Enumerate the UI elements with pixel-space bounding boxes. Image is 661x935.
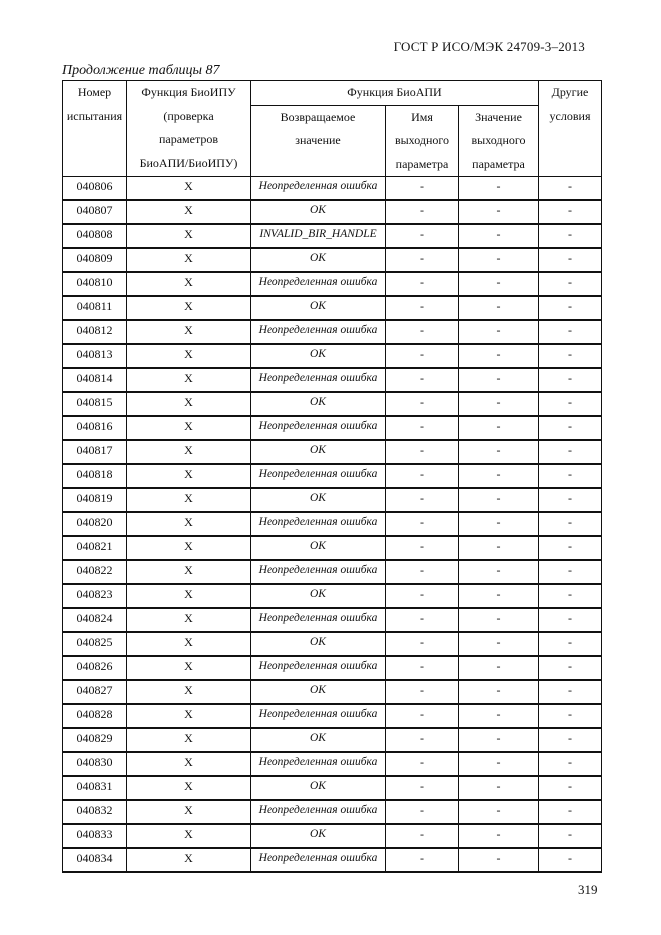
bsp-function-cell: X (127, 776, 251, 800)
output-name-cell: - (386, 776, 459, 800)
header-output-value (459, 105, 539, 177)
output-name-cell: - (386, 248, 459, 272)
return-value-cell: OK (251, 296, 386, 320)
other-conditions-cell: - (539, 200, 602, 224)
test-number-cell: 040817 (63, 440, 127, 464)
output-name-cell: - (386, 560, 459, 584)
output-name-cell: - (386, 608, 459, 632)
bsp-function-cell: X (127, 416, 251, 440)
output-value-cell: - (459, 224, 539, 248)
return-value-cell: OK (251, 248, 386, 272)
test-number-cell: 040830 (63, 752, 127, 776)
output-value-cell: - (459, 704, 539, 728)
output-value-cell: - (459, 392, 539, 416)
output-value-cell: - (459, 320, 539, 344)
bsp-function-cell: X (127, 464, 251, 488)
test-number-cell: 040809 (63, 248, 127, 272)
table-row (63, 752, 602, 776)
test-number-cell: 040831 (63, 776, 127, 800)
output-name-cell: - (386, 177, 459, 201)
output-name-cell: - (386, 368, 459, 392)
output-name-cell: - (386, 464, 459, 488)
return-value-cell: Неопределенная ошибка (251, 177, 386, 201)
other-conditions-cell: - (539, 248, 602, 272)
bsp-function-cell: X (127, 728, 251, 752)
return-value-cell: OK (251, 392, 386, 416)
test-number-cell: 040832 (63, 800, 127, 824)
table-row (63, 656, 602, 680)
bsp-function-cell: X (127, 344, 251, 368)
other-conditions-cell: - (539, 344, 602, 368)
header-output-value-line: параметра (472, 156, 525, 171)
table-row (63, 608, 602, 632)
output-value-cell: - (459, 584, 539, 608)
output-value-cell: - (459, 296, 539, 320)
output-value-cell: - (459, 656, 539, 680)
other-conditions-cell: - (539, 296, 602, 320)
other-conditions-cell: - (539, 608, 602, 632)
other-conditions-cell: - (539, 848, 602, 872)
table-row (63, 824, 602, 848)
other-conditions-cell: - (539, 416, 602, 440)
return-value-cell: OK (251, 728, 386, 752)
other-conditions-cell: - (539, 272, 602, 296)
output-value-cell: - (459, 177, 539, 201)
return-value-cell: Неопределенная ошибка (251, 704, 386, 728)
other-conditions-cell: - (539, 680, 602, 704)
return-value-cell: Неопределенная ошибка (251, 560, 386, 584)
return-value-cell: INVALID_BIR_HANDLE (251, 224, 386, 248)
table-row (63, 200, 602, 224)
return-value-cell: OK (251, 440, 386, 464)
output-name-cell: - (386, 512, 459, 536)
output-name-cell: - (386, 416, 459, 440)
document-header: ГОСТ Р ИСО/МЭК 24709-3–2013 (393, 39, 585, 54)
table-row (63, 344, 602, 368)
other-conditions-cell: - (539, 752, 602, 776)
return-value-cell: Неопределенная ошибка (251, 368, 386, 392)
output-value-cell: - (459, 440, 539, 464)
test-number-cell: 040819 (63, 488, 127, 512)
page-number: 319 (578, 882, 598, 897)
output-name-cell: - (386, 224, 459, 248)
return-value-cell: OK (251, 488, 386, 512)
header-test-number-line: испытания (66, 108, 123, 123)
other-conditions-cell: - (539, 536, 602, 560)
return-value-cell: Неопределенная ошибка (251, 800, 386, 824)
other-conditions-cell: - (539, 584, 602, 608)
table-row (63, 488, 602, 512)
output-value-cell: - (459, 776, 539, 800)
table-row (63, 224, 602, 248)
test-number-cell: 040818 (63, 464, 127, 488)
output-value-cell: - (459, 344, 539, 368)
other-conditions-cell: - (539, 488, 602, 512)
return-value-cell: OK (251, 536, 386, 560)
bsp-function-cell: X (127, 440, 251, 464)
table-row (63, 632, 602, 656)
test-number-cell: 040827 (63, 680, 127, 704)
return-value-cell: OK (251, 680, 386, 704)
test-number-cell: 040826 (63, 656, 127, 680)
test-number-cell: 040810 (63, 272, 127, 296)
other-conditions-cell: - (539, 632, 602, 656)
test-number-cell: 040825 (63, 632, 127, 656)
return-value-cell: OK (251, 584, 386, 608)
output-name-cell: - (386, 488, 459, 512)
bsp-function-cell: X (127, 632, 251, 656)
output-name-cell: - (386, 752, 459, 776)
table-row (63, 392, 602, 416)
other-conditions-cell: - (539, 392, 602, 416)
other-conditions-cell: - (539, 512, 602, 536)
header-return-line: значение (295, 133, 341, 147)
output-name-cell: - (386, 296, 459, 320)
test-number-cell: 040828 (63, 704, 127, 728)
bsp-function-cell: X (127, 560, 251, 584)
output-name-cell: - (386, 800, 459, 824)
test-number-cell: 040824 (63, 608, 127, 632)
other-conditions-cell: - (539, 656, 602, 680)
bsp-function-cell: X (127, 488, 251, 512)
test-number-cell: 040815 (63, 392, 127, 416)
other-conditions-cell: - (539, 824, 602, 848)
header-test-number-line: Номер (77, 85, 112, 99)
bsp-function-cell: X (127, 848, 251, 872)
test-number-cell: 040823 (63, 584, 127, 608)
output-name-cell: - (386, 536, 459, 560)
bsp-function-cell: X (127, 368, 251, 392)
return-value-cell: Неопределенная ошибка (251, 272, 386, 296)
header-output-name-line: выходного (394, 133, 450, 147)
bsp-function-cell: X (127, 200, 251, 224)
header-test-number (63, 81, 127, 177)
return-value-cell: Неопределенная ошибка (251, 848, 386, 872)
table-row (63, 320, 602, 344)
test-number-cell: 040821 (63, 536, 127, 560)
test-number-cell: 040820 (63, 512, 127, 536)
output-value-cell: - (459, 272, 539, 296)
output-name-cell: - (386, 272, 459, 296)
output-value-cell: - (459, 488, 539, 512)
bsp-function-cell: X (127, 536, 251, 560)
header-output-name-line: Имя (411, 109, 433, 124)
table-row (63, 464, 602, 488)
test-number-cell: 040816 (63, 416, 127, 440)
output-value-cell: - (459, 560, 539, 584)
table-caption: Продолжение таблицы 87 (62, 63, 220, 78)
bsp-function-cell: X (127, 656, 251, 680)
table-row (63, 800, 602, 824)
header-other-conditions (539, 81, 602, 177)
output-name-cell: - (386, 680, 459, 704)
table-row (63, 272, 602, 296)
return-value-cell: OK (251, 776, 386, 800)
output-name-cell: - (386, 848, 459, 872)
return-value-cell: Неопределенная ошибка (251, 320, 386, 344)
header-bsp-function (127, 81, 251, 177)
output-name-cell: - (386, 728, 459, 752)
output-value-cell: - (459, 608, 539, 632)
return-value-cell: Неопределенная ошибка (251, 512, 386, 536)
table-body (63, 177, 602, 873)
output-value-cell: - (459, 248, 539, 272)
table-row (63, 512, 602, 536)
other-conditions-cell: - (539, 440, 602, 464)
return-value-cell: OK (251, 824, 386, 848)
other-conditions-cell: - (539, 368, 602, 392)
table-row (63, 728, 602, 752)
table-row (63, 560, 602, 584)
bsp-function-cell: X (127, 752, 251, 776)
table-row (63, 416, 602, 440)
bsp-function-cell: X (127, 248, 251, 272)
test-number-cell: 040813 (63, 344, 127, 368)
return-value-cell: Неопределенная ошибка (251, 608, 386, 632)
output-name-cell: - (386, 200, 459, 224)
bsp-function-cell: X (127, 224, 251, 248)
output-value-cell: - (459, 824, 539, 848)
bsp-function-cell: X (127, 800, 251, 824)
output-name-cell: - (386, 584, 459, 608)
output-name-cell: - (386, 320, 459, 344)
table-row (63, 680, 602, 704)
output-value-cell: - (459, 728, 539, 752)
return-value-cell: Неопределенная ошибка (251, 656, 386, 680)
output-name-cell: - (386, 392, 459, 416)
output-value-cell: - (459, 800, 539, 824)
header-bsp-function-line: параметров (158, 132, 219, 146)
output-name-cell: - (386, 344, 459, 368)
output-value-cell: - (459, 536, 539, 560)
table-row (63, 177, 602, 201)
test-number-cell: 040808 (63, 224, 127, 248)
table-row (63, 776, 602, 800)
test-number-cell: 040812 (63, 320, 127, 344)
bsp-function-cell: X (127, 320, 251, 344)
table-row (63, 704, 602, 728)
return-value-cell: Неопределенная ошибка (251, 416, 386, 440)
output-value-cell: - (459, 368, 539, 392)
header-bsp-function-line: (проверка (163, 108, 214, 123)
output-value-cell: - (459, 464, 539, 488)
return-value-cell: Неопределенная ошибка (251, 752, 386, 776)
header-return-line: Возвращаемое (280, 109, 356, 124)
other-conditions-cell: - (539, 704, 602, 728)
bsp-function-cell: X (127, 680, 251, 704)
test-number-cell: 040834 (63, 848, 127, 872)
bsp-function-cell: X (127, 272, 251, 296)
header-bsp-function-line: БиоАПИ/БиоИПУ) (139, 155, 238, 170)
output-value-cell: - (459, 680, 539, 704)
table-row (63, 440, 602, 464)
return-value-cell: OK (251, 200, 386, 224)
table-row (63, 248, 602, 272)
other-conditions-cell: - (539, 560, 602, 584)
output-name-cell: - (386, 824, 459, 848)
output-name-cell: - (386, 440, 459, 464)
test-number-cell: 040814 (63, 368, 127, 392)
output-value-cell: - (459, 416, 539, 440)
other-conditions-cell: - (539, 800, 602, 824)
output-value-cell: - (459, 200, 539, 224)
bsp-function-cell: X (127, 824, 251, 848)
test-number-cell: 040806 (63, 177, 127, 201)
test-number-cell: 040829 (63, 728, 127, 752)
header-other-line: условия (549, 108, 591, 123)
header-bsp-function-line: Функция БиоИПУ (141, 85, 236, 99)
header-other-line: Другие (551, 85, 589, 99)
bsp-function-cell: X (127, 392, 251, 416)
return-value-cell: Неопределенная ошибка (251, 464, 386, 488)
header-return-value (251, 105, 386, 177)
bsp-function-cell: X (127, 608, 251, 632)
header-output-value-line: Значение (475, 109, 522, 124)
output-value-cell: - (459, 512, 539, 536)
output-name-cell: - (386, 704, 459, 728)
table-row (63, 536, 602, 560)
table-row (63, 584, 602, 608)
output-value-cell: - (459, 632, 539, 656)
other-conditions-cell: - (539, 320, 602, 344)
header-output-value-line: выходного (471, 133, 526, 147)
header-output-name-line: параметра (395, 156, 449, 171)
table-row (63, 848, 602, 872)
bsp-function-cell: X (127, 296, 251, 320)
header-bioapi-function: Функция БиоАПИ (251, 81, 539, 106)
header-output-name (386, 105, 459, 177)
output-name-cell: - (386, 656, 459, 680)
other-conditions-cell: - (539, 776, 602, 800)
test-number-cell: 040811 (63, 296, 127, 320)
bsp-function-cell: X (127, 704, 251, 728)
other-conditions-cell: - (539, 177, 602, 201)
other-conditions-cell: - (539, 224, 602, 248)
table-row (63, 368, 602, 392)
test-table (62, 80, 602, 873)
test-number-cell: 040822 (63, 560, 127, 584)
output-name-cell: - (386, 632, 459, 656)
other-conditions-cell: - (539, 464, 602, 488)
return-value-cell: OK (251, 344, 386, 368)
table-row (63, 296, 602, 320)
bsp-function-cell: X (127, 512, 251, 536)
bsp-function-cell: X (127, 584, 251, 608)
test-number-cell: 040807 (63, 200, 127, 224)
output-value-cell: - (459, 848, 539, 872)
bsp-function-cell: X (127, 177, 251, 201)
output-value-cell: - (459, 752, 539, 776)
return-value-cell: OK (251, 632, 386, 656)
other-conditions-cell: - (539, 728, 602, 752)
test-number-cell: 040833 (63, 824, 127, 848)
